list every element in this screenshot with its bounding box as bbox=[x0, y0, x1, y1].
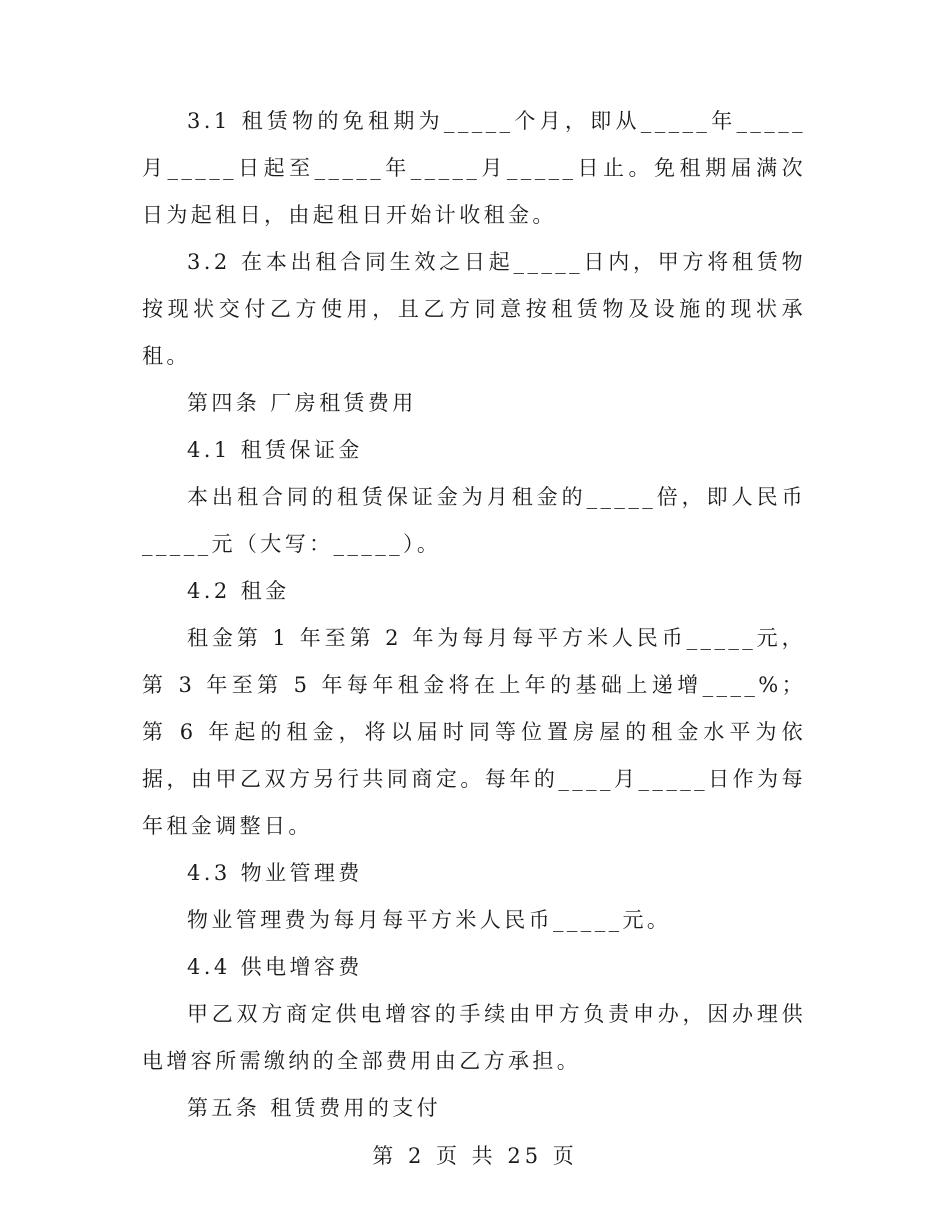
clause-4-1-heading: 4.1 租赁保证金 bbox=[187, 438, 363, 462]
article-5-heading: 第五条 租赁费用的支付 bbox=[187, 1096, 442, 1120]
document-body bbox=[142, 98, 806, 1132]
clause-4-4-text: 甲乙双方商定供电增容的手续由甲方负责申办，因办理供电增容所需缴纳的全部费用由乙方承担。 bbox=[142, 1002, 806, 1073]
clause-3-2: 3.2 在本出租合同生效之日起_____日内，甲方将租赁物按现状交付乙方使用，且乙方同意按租赁物及设施的现状承租。 bbox=[142, 250, 806, 368]
clause-4-1-text: 本出租合同的租赁保证金为月租金的_____倍，即人民币_____元（大写：_____）。 bbox=[142, 485, 806, 556]
clause-4-3-text: 物业管理费为每月每平方米人民币_____元。 bbox=[187, 908, 672, 932]
page-number-footer: 第 2 页 共 25 页 bbox=[372, 1144, 578, 1168]
article-4-heading: 第四条 厂房租赁费用 bbox=[187, 391, 417, 415]
clause-4-4-heading: 4.4 供电增容费 bbox=[187, 955, 363, 979]
clause-3-1: 3.1 租赁物的免租期为_____个月，即从_____年_____月_____日起至_____年_____月_____日止。免租期届满次日为起租日，由起租日开始计收租金。 bbox=[142, 109, 806, 227]
clause-4-3-heading: 4.3 物业管理费 bbox=[187, 861, 363, 885]
clause-4-2-text: 租金第 1 年至第 2 年为每月每平方米人民币_____元，第 3 年至第 5 年每年租金将在上年的基础上递增____%；第 6 年起的租金，将以届时同等位置房屋的租金水平为依据，由甲乙双方另行共同商定。每年的____月_____日作为每年租金调整日。 bbox=[142, 626, 806, 838]
clause-4-2-heading: 4.2 租金 bbox=[187, 579, 290, 603]
